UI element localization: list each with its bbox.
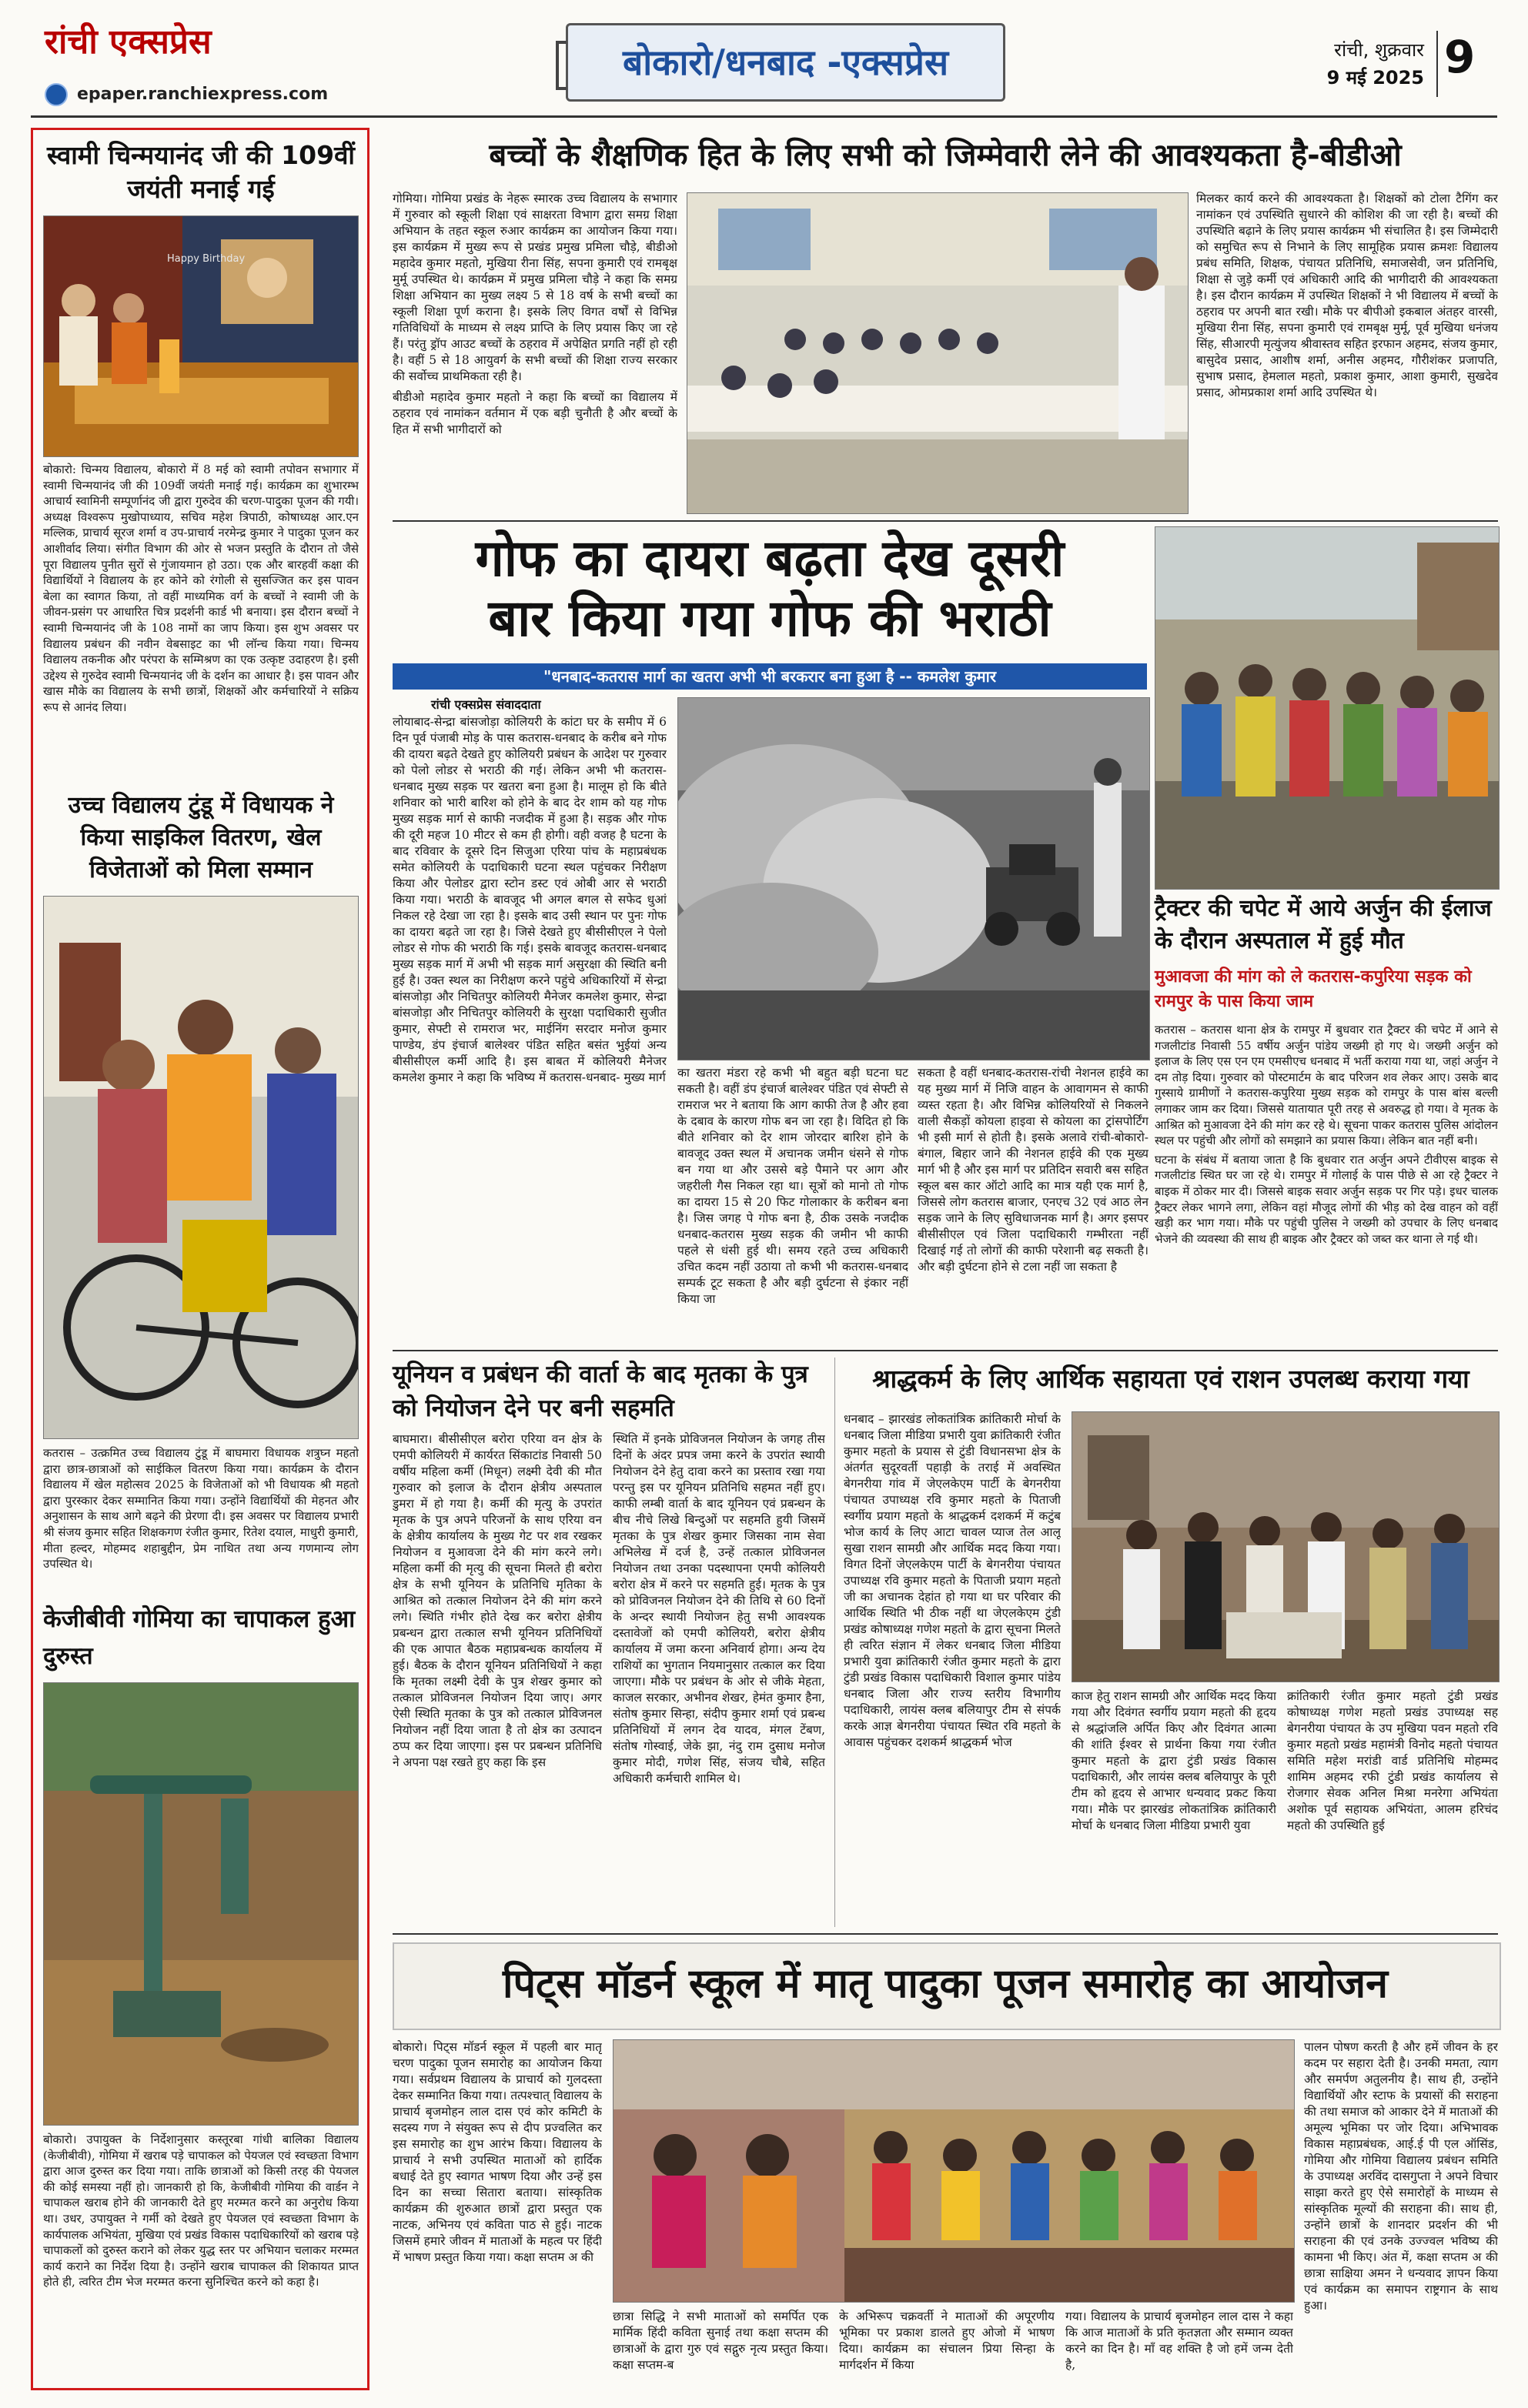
- story1-body: बोकारो: चिन्मय विद्यालय, बोकारो में 8 मई को स्वामी तपोवन सभागार में स्वामी चिन्मयानंद जी की 109वीं जयंती मनाई गई। कार्यक्रम का शुभारम्भ आचार्य स्वामिनी सम्पूर्णानंद जी द्वारा गुरुदेव की चरण-पादुका पूजन की गयी। अध्यक्ष विश्वरूप मुखोपाध्याय, सचिव महेश त्रिपाठी, कोषाध्यक्ष आर.एन मल्लिक, प्राचार्य सूरज शर्मा व उप-प्राचार्य नरमेन्द्र कुमार ने पादुका पूजन कर आशीर्वाद लिया। संगीत विभाग की ओर से भजन प्रस्तुति के दौरान तो जैसे पूरा विद्यालय पुनीत सुरों से गुंजायमान हो उठा। एक और बारहवीं कक्षा की विद्यार्थियों ने विद्यालय के हर कोने को रंगोली से सुसज्जित कर इस पावन बेला का स्वागत किया, तो वहीं माध्यमिक वर्ग के बच्चों ने स्वामी जी के जीवन-प्रसंग पर आधारित चित्र प्रदर्शनी कार्ड भी बनाया। इस दौरान बच्चों ने स्वामी चिन्मयानंद जी के 108 नामों का जाप किया। इस शुभ अवसर पर विद्यालय प्रबंधन की नवीन वेबसाइट का भी लॉन्च किया गया। चिन्मय विद्यालय तकनीक और परंपरा के सम्मिश्रण का एक उत्कृष्ट उदाहरण है। इसी उद्देश्य से गुरुदेव स्वामी चिन्मयानंद जी के दर्शन का आधार है। इस पावन और खास मौके का विद्यालय के सभी छात्रों, शिक्षकों और कर्मचारियों ने सक्रिय रूप से आनंद लिया।: [43, 463, 359, 714]
- page-number: 9: [1444, 31, 1476, 83]
- story5-headline-1: गोफ का दायरा बढ़ता देख दूसरी: [475, 529, 1065, 588]
- story5-body-col3: सकता है वहीं धनबाद-कतरास-रांची नेशनल हाईवे का यह मुख्य मार्ग में निजि वाहन के आवागमन से काफी व्यस्त रहता है। और विभिन्न कोलियरियों से निकलने वाली सैकड़ों कोयला हाइवा से कोयला का ट्रांसपोर्टिंग भी इसी मार्ग से होती है। इसके अलावे रांची-बोकारो-बंगाल, बिहार जाने की नेशनल हाईवे की एक मुख्य मार्ग भी है और इस मार्ग पर प्रतिदिन सवारी बस सहित स्कूल बस कार ऑटो आदि का मात्र यही एक मार्ग है, जिससे लोग कतरास बाजार, एनएच 32 एवं आठ लेन सड़क जाने के लिए सुविधाजनक मार्ग है। अगर इसपर बीसीसीएल एवं जिला पदाधिकारी गम्भीरता नहीं दिखाई गई तो लोगों की काफी परेशानी बढ़ सकती है। और बड़ी दुर्घटना होने से टला नहीं जा सकता है: [918, 1066, 1149, 1274]
- story1-headline: स्वामी चिन्मयानंद जी की 109वीं जयंती मनाई गई: [47, 140, 355, 204]
- story2-body: कतरास – उत्क्रमित उच्च विद्यालय टुंडू में बाघमारा विधायक शत्रुघ्न महतो द्वारा छात्र-छात्राओं को साईकिल वितरण किया गया। कार्यक्रम के दौरान विद्यालय में खेल महोत्सव 2025 के विजेताओं को भी विधायक श्री महतो द्वारा पुरस्कार देकर सम्मानित किया गया। उन्होंने विद्यार्थियों की मेहनत और अनुशासन के साथ आगे बढ़ने की प्रेरणा दी। इस अवसर पर विद्यालय प्रभारी श्री संजय कुमार सहित शिक्षकगण रंजीत कुमार, रितेश दयाल, माधुरी कुमारी, मीता हल्दर, मोहम्मद शहाबुद्दीन, प्रेम नाथित तथा अन्य गणमान्य लोग उपस्थित थे।: [43, 1446, 359, 1571]
- story3-headline: केजीबीवी गोमिया का चापाकल हुआ दुरुस्त: [43, 1605, 356, 1670]
- dateline-day: रांची, शुक्रवार: [1334, 39, 1424, 61]
- story6-headline: ट्रैक्टर की चपेट में आये अर्जुन की ईलाज के दौरान अस्पताल में हुई मौत: [1155, 895, 1492, 954]
- story9-headline: पिट्स मॉडर्न स्कूल में मातृ पादुका पूजन समारोह का आयोजन: [503, 1961, 1388, 2007]
- story6-body: [1155, 1022, 1498, 1342]
- story2-headline: उच्च विद्यालय टुंडू में विधायक ने किया साइकिल वितरण, खेल विजेताओं को मिला सम्मान: [68, 792, 334, 883]
- story6-subhead: मुआवजा की मांग को ले कतरास-कपुरिया सड़क को रामपुर के पास किया जाम: [1155, 967, 1472, 1011]
- story9-body-col1: बोकारो। पिट्स मॉडर्न स्कूल में पहली बार मातृ चरण पादुका पूजन समारोह का आयोजन किया गया। सर्वप्रथम विद्यालय के प्राचार्य को गुलदस्ता देकर सम्मानित किया गया। तत्पश्चात् विद्यालय के प्राचार्य बृजमोहन लाल दास एवं कोर कमिटी के सदस्य गण ने संयुक्त रूप से दीप प्रज्वलित कर इस समारोह का शुभ आरंभ किया। विद्यालय के प्राचार्य ने सभी उपस्थित माताओं को हार्दिक बधाई देते हुए स्वागत भाषण दिया और उन्हें इस दिन का सच्चा सितारा बताया। सांस्कृतिक कार्यक्रम की शुरुआत छात्रों द्वारा प्रस्तुत एक नाटक, अभिनय एवं कविता पाठ से हुई। नाटक जिसमें हमारे जीवन में माताओं के महत्व पर हिंदी में भाषण प्रस्तुत किया गया। कक्षा सप्तम अ की: [393, 2040, 602, 2264]
- brand-logo: रांची एक्सप्रेस: [45, 22, 212, 62]
- story9-photo: [613, 2039, 1295, 2303]
- epaper-site[interactable]: epaper.ranchiexpress.com: [77, 85, 329, 104]
- story5-photo: [677, 697, 1150, 1060]
- story5-headline-2: बार किया गया गोफ की भराठी: [488, 589, 1052, 648]
- story1-photo: [43, 215, 359, 457]
- story5-body-col2: का खतरा मंडरा रहे कभी भी बहुत बड़ी घटना घट सकती है। वहीं डंप इंचार्ज बालेश्वर पंडित एवं सेफ्टी से रामराज भर ने बताया कि आग काफी तेज है और हवा के दबाव के कारण गोफ बन जा रहा है। विदित हो कि बीते शनिवार को देर शाम जोरदार बारिश होने के बावजूद उक्त स्थल में अचानक जमीन धंसने से गोफ बन गया था और उससे बड़े पैमाने पर आग और जहरीली गैस निकल रहा था। सूत्रों को मानो तो गोफ का दायरा 15 से 20 फिट गोलाकार के करीबन बना है। जिस जगह पे गोफ बना है, ठीक उसके नजदीक धनबाद-कतरास मुख्य सड़क की जमीन भी काफी पहले से धंसी हुई थी। समय रहते उच्च अधिकारी उचित कदम नहीं उठाया तो कभी भी कतरास-धनबाद सम्पर्क टूट सकता है और बड़ी दुर्घटना से इंकार नहीं किया जा: [677, 1066, 908, 1306]
- story7-body-col2: स्थिति में इनके प्रोविजनल नियोजन के जगह तीस दिनों के अंदर प्रपत्र जमा करने के उपरांत स्थायी नियोजन देने हेतु दावा करने का प्रस्ताव रखा गया परन्तु इस पर यूनियन प्रतिनिधि सहमत नहीं हुए। काफी लम्बी वार्ता के बाद यूनियन एवं प्रबन्धन के बीच नीचे लिखे बिन्दुओं पर सहमति हुयी जिसमें मृतका के पुत्र शेखर कुमार जिसका नाम सेवा अभिलेख में दर्ज है, उन्हें तत्काल प्रोविजनल नियोजन तथा उनका पदस्थापना एमपी कोलियरी बरोरा क्षेत्र में करने पर सहमति हुई। मृतक के पुत्र को प्रोविजनल नियोजन देने की तिथि से 60 दिनों के अन्दर स्थायी नियोजन हेतु सभी आवश्यक दस्तावेजों को एमपी कोलियरी, बरोरा क्षेत्रीय कार्यालय में जमा करना अनिवार्य होगा। अन्य देय राशियों का भुगतान नियमानुसार तत्काल कर दिया जाएगा। मौके पर प्रबंधन के ओर से जीके मेहता, काजल सरकार, अभीनव शेखर, हेमंत कुमार हैना, संतोष कुमार सिन्हा, संदीप कुमार शर्मा एवं प्रबन्ध प्रतिनिधियों में लगन देव यादव, मंगल टेंबण, संतोष गोस्वाई, जेके झा, नंदु राम दुसाध मनोज कुमार मोदी, गणेश सिंह, संजय चौबे, सहित अधिकारी कर्मचारी शामिल थे।: [613, 1432, 825, 1785]
- story8-photo: [1072, 1411, 1500, 1682]
- story8-headline: श्राद्धकर्म के लिए आर्थिक सहायता एवं राशन उपलब्ध कराया गया: [872, 1364, 1469, 1394]
- story8-body-col1: धनबाद – झारखंड लोकतांत्रिक क्रांतिकारी मोर्चा के धनबाद जिला मीडिया प्रभारी युवा क्रांतिकारी रंजीत कुमार महतो के प्रयास से टुंडी विधानसभा क्षेत्र के अंतर्गत सुदूरवर्ती पहाड़ी के तराई में अवस्थित बेगनरीया गांव में जेएलकेएम पार्टी के बेगनरीया पंचायत उपाध्यक्ष रवि कुमार महतो के पिताजी स्वर्गीय प्रयाग महतो के श्राद्धकर्म दशकर्म में कटुंब भोज कार्य के लिए आटा चावल प्याज तेल आलू सुखा राशन सामग्री और आर्थिक मदद किया गया। विगत दिनों जेएलकेएम पार्टी के बेगनरीया पंचायत उपाध्यक्ष रवि कुमार महतो के पिताजी प्रयाग महतो जी का अचानक देहांत हो गया था घर परिवार की आर्थिक स्थिति भी ठीक नहीं था जेएलकेएम टुंडी प्रखंड कोषाध्यक्ष गणेश महतो के द्वारा सूचना मिलते ही त्वरित संज्ञान में लेकर धनबाद जिला मीडिया प्रभारी युवा क्रांतिकारी रंजीत कुमार महतो के द्वारा टुंडी प्रखंड विकास पदाधिकारी विशाल कुमार पांडेय धनबाद जिला और राज्य स्तरीय विभागीय पदाधिकारी, लायंस क्लब बलियापुर टीम से संपर्क करके आज्ञ बेगनरीया पंचायत स्थित रवि महतो के आवास पहुंचकर दशकर्म श्राद्धकर्म भोज: [844, 1412, 1061, 1749]
- story8-body-col3: क्रांतिकारी रंजीत कुमार महतो टुंडी प्रखंड कोषाध्यक्ष गणेश महतो प्रखंड उपाध्यक्ष सह बेगनरीया पंचायत के उप मुखिया पवन महतो रवि कुमार महतो प्रखंड महामंत्री विनोद महतो पंचायत समिति महेश मरांडी वार्ड प्रतिनिधि मोहम्मद शामिम अहमद रफी टुंडी प्रखंड कार्यालय से रोजगार सेवक अनिल मिश्रा मनरेगा अभियंता अशोक पूर्व सहायक अभियंता, आलम हरिचंद महतो की उपस्थिति हुई: [1287, 1689, 1498, 1832]
- story4-photo: [687, 192, 1189, 514]
- story4-body-right: मिलकर कार्य करने की आवश्यकता है। शिक्षकों को टोला टैगिंग कर नामांकन एवं उपस्थिति सुधारने की कोशिश की जा रही है। बच्चों की उपस्थिति बढ़ाने के लिए प्रयास कार्यक्रम भी संचालित है। इस जिम्मेदारी को समुचित रूप से निभाने के लिए सामूहिक प्रयास क्रमशः विद्यालय प्रबंध समिति, शिक्षक, पंचायत प्रतिनिधि, समाजसेवी, जन प्रतिनिधि, शिक्षा से जुड़े कर्मी एवं अधिकारी आदि की भागीदारी की आवश्यकता है। इस दौरान कार्यक्रम में उपस्थित शिक्षकों ने भी विद्यालय में बच्चों के ठहराव पर अपनी बात रखी। मौके पर बीपीओ इकबाल अंतहर वारसी, मुखिया रीना सिंह, सपना कुमारी एवं रामबृक्ष मुर्मू, पूर्व मुखिया धनंजय सिंह, सीआरपी मृत्युंजय श्रीवास्तव सहित इरफान अहमद, संजय कुमार, बासुदेव प्रसाद, आशीष शर्मा, अनीस अहमद, गौरीशंकर प्रजापति, सुभाष प्रसाद, हेमलाल महतो, प्रकाश कुमार, आशा कुमारी, सुखदेव प्रसाद, ओमप्रकाश शर्मा आदि उपस्थित थे।: [1196, 192, 1498, 399]
- story2-photo: [43, 896, 359, 1439]
- masthead: [0, 0, 1528, 123]
- story4-body-left: [393, 191, 677, 499]
- story5-kicker: "धनबाद-कतरास मार्ग का खतरा अभी भी बरकरार बना हुआ है -- कमलेश कुमार: [393, 663, 1147, 690]
- story5-byline: रांची एक्सप्रेस संवाददाता: [431, 697, 541, 712]
- story9-body-col3: के अभिरूप चक्रवर्ती ने माताओं की अपूरणीय भूमिका पर प्रकाश डालते हुए ओजो में भाषण दिया। कार्यक्रम का संचालन प्रिया सिन्हा के मार्गदर्शन में किया: [839, 2309, 1055, 2372]
- story6-photo: [1155, 526, 1500, 890]
- story6-para2: घटना के संबंध में बताया जाता है कि बुधवार रात अर्जुन अपने टीवीएस बाइक से गजलीटांड स्थित घर जा रहे थे। रामपुर में गोलाई के पास पीछे से आ रहे ट्रैक्टर ने बाइक में ठोकर मार दी। जिससे बाइक सवार अर्जुन सड़क पर गिर पड़े। इधर चालक ट्रैक्टर लेकर भागने लगा, लेकिन वहां मौजूद लोगों की भीड़ को देख वाहन को वहीं खड़ी कर भाग गया। मौके पर पहुंची पुलिस ने जख्मी को उपचार के लिए धनबाद भेजने की व्यवस्था की साथ ही बाइक और ट्रैक्टर को जब्त कर थाना ले गई थी।: [1155, 1152, 1498, 1246]
- globe-icon: [45, 83, 68, 106]
- section-title: बोकारो/धनबाद -एक्सप्रेस: [622, 42, 949, 83]
- story9-body-col4: गया। विद्यालय के प्राचार्य बृजमोहन लाल दास ने कहा कि आज माताओं के प्रति कृतज्ञता और सम्मान व्यक्त करने का दिन है। माँ वह शक्ति है जो हमें जन्म देती है,: [1065, 2309, 1293, 2372]
- story9-body-col2: छात्रा सिद्धि ने सभी माताओं को समर्पित एक मार्मिक हिंदी कविता सुनाई तथा कक्षा सप्तम की छात्राओं के द्वारा गुरु एवं सद्गुरु नृत्य प्रस्तुत किया। कक्षा सप्तम-ब: [613, 2309, 828, 2372]
- story3-body: बोकारो। उपायुक्त के निर्देशानुसार कस्तूरबा गांधी बालिका विद्यालय (केजीबीवी), गोमिया में खराब पड़े चापाकल को पेयजल एवं स्वच्छता विभाग द्वारा आज दुरुस्त कर दिया गया। ताकि छात्राओं को किसी तरह की पेयजल की कोई समस्या नहीं हो। जानकारी हो कि, केजीबीवी गोमिया की वार्डन ने चापाकल खराब होने की जानकारी देते हुए मरम्मत करने का अनुरोध किया था। उधर, उपायुक्त ने गर्मी को देखते हुए पेयजल एवं स्वच्छता विभाग के कार्यपालक अभियंता, मुखिया एवं प्रखंड विकास पदाधिकारियों को खराब पड़े चापाकलों को दुरुस्त कराने को लेकर युद्ध स्तर पर अभियान चलाकर मरम्मत कार्य कराने का निर्देश दिया है। उन्होंने खराब चापाकल की शिकायत प्राप्त होते ही, त्वरित टीम भेज मरम्मत करना सुनिश्चित करने को कहा है।: [43, 2132, 359, 2289]
- story5-body-col1: लोयाबाद-सेन्द्रा बांसजोड़ा कोलियरी के कांटा घर के समीप में 6 दिन पूर्व पंजाबी मोड़ के पास कतरास-धनबाद के करीब बने गोफ की दायरा बढ़ते देखते हुए कोलियरी प्रबंधन के आदेश पर गुरुवार को पेलो लोडर से भराठी की गई। लेकिन अभी भी कतरास-धनबाद मुख्य सड़क पर खतरा बना हुआ है। मालूम हो कि बीते शनिवार को भारी बारिश को होने के बाद देर शाम को यह गोफ मुख्य सड़क मार्ग से काफी नजदीक में हुआ है। सड़क और गोफ की दूरी महज 10 मीटर से कम ही होगी। वही वजह है घटना के बाद रविवार के दूसरे दिन सिजुआ एरिया पांच के महाप्रबंधक समेत कोलियरी के पदाधिकारी घटना स्थल पहुंचकर निरीक्षण किया और पेलोडर द्वारा स्टोन डस्ट एवं ओबी आर से भराठी किया गया। भराठी के बावजूद भी अगल बगल से सफेद धुआं निकल रहे देखा जा रहा है। इसके बाद उसी स्थान पर पुनः गोफ का दायरा बढ़ते जा रहा है। जिसे देखते हुए बीसीसीएल ने पेलो लोडर से गोफ की भराठी कि गई। इसके बावजूद कतरास-धनबाद मुख्य सड़क मार्ग में अभी भी सड़क मार्ग असुरक्षा की स्थिति बनी हुई है। उक्त स्थल का निरीक्षण करने पहुंचे अधिकारियों में सेन्द्रा बांसजोड़ा और निचितपुर कोलियरी मैनेजर कमलेश कुमार, सेन्द्रा बांसजोड़ा और निचितपुर कोलियरी के सुरक्षा पदाधिकारी सुजीत कुमार, सेफ्टी से रामराज भर, माईनिंग सरदार मनोज कुमार पाण्डेय, डंप इंचार्ज बालेश्वर पंडित सहित बसंत भुईयां अन्य बीसीसीएल कर्मी आदि है। इस बाबत में कोलियरी मैनेजर कमलेश कुमार ने कहा कि भविष्य में कतरास-धनबाद- मुख्य मार्ग: [393, 715, 667, 1084]
- story7-headline: यूनियन व प्रबंधन की वार्ता के बाद मृतका के पुत्र को नियोजन देने पर बनी सहमति: [393, 1361, 808, 1422]
- story9-body-col5: पालन पोषण करती है और हमें जीवन के हर कदम पर सहारा देती है। उनकी ममता, त्याग और समर्पण अतुलनीय है। साथ ही, उन्होंने विद्यार्थियों और स्टाफ के प्रयासों की सराहना की तथा समाज को आकार देने में माताओं की अमूल्य भूमिका पर जोर दिया। अभिभावक विकास महाप्रबंधक, आई.ई पी एल ऑसिंड, गोमिया और गोमिया विद्यालय प्रबंधन समिति के उपाध्यक्ष अरविंद दासगुप्ता ने अपने विचार साझा करते हुए ऐसे समारोहों के माध्यम से सांस्कृतिक मूल्यों की सराहना की। साथ ही, उन्होंने छात्रों के शानदार प्रदर्शन की भी सराहना की एवं उनके उज्ज्वल भविष्य की कामना भी किए। अंत में, कक्षा सप्तम अ की छात्रा साक्षिया अमन ने धन्यवाद ज्ञापन किया एवं कार्यक्रम का समापन राष्ट्रगान के साथ हुआ।: [1304, 2040, 1498, 2313]
- story8-body-col2: काज हेतु राशन सामग्री और आर्थिक मदद किया गया और दिवंगत स्वर्गीय प्रयाग महतो की हृदय से श्रद्धांजलि अर्पित किए और दिवंगत आत्मा की शांति ईश्वर से प्रार्थना किया गया रंजीत कुमार महतो के द्वारा टुंडी प्रखंड विकास पदाधिकारी, और लायंस क्लब बलियापुर के पूरी टीम को हृदय से आभार धन्यवाद प्रकट किया गया। मौके पर झारखंड लोकतांत्रिक क्रांतिकारी मोर्चा के धनबाद जिला मीडिया प्रभारी युवा: [1072, 1689, 1276, 1832]
- story7-body-col1: बाघमारा। बीसीसीएल बरोरा एरिया वन क्षेत्र के एमपी कोलियरी में कार्यरत सिंकाटांड निवासी 50 वर्षीय महिला कर्मी (मिधून) लक्ष्मी देवी की मौत गुरुवार को इलाज के दौरान क्षेत्रीय अस्पताल डुमरा में हो गया है। कर्मी की मृत्यु के उपरांत मृतक के पुत्र अपने परिजनों के साथ एरिया वन के क्षेत्रीय कार्यालय के मुख्य गेट पर शव रखकर नियोजन व मुआवजा देने की मांग करने लगे। महिला कर्मी की मृत्यु की सूचना मिलते ही बरोरा क्षेत्र के सभी यूनियन के प्रतिनिधि मृतिका के आश्रित को तत्काल नियोजन देने की मांग करने लगे। स्थिति गंभीर होते देख कर बरोरा क्षेत्रीय प्रबन्धन द्वारा तत्काल सभी यूनियन प्रतिनिधियों की एक आपात बैठक महाप्रबन्धक कार्यालय में हुई। बैठक के दौरान यूनियन प्रतिनिधियों ने कहा कि मृतका लक्ष्मी देवी के पुत्र शेखर कुमार को तत्काल प्रोविजनल नियोजन दिया जाए। अगर ऐसी स्थिति मृतका के पुत्र को तत्काल प्रोविजनल नियोजन नहीं दिया जाता है तो क्षेत्र का उत्पादन ठप्प कर दिया जाएगा। इस पर प्रबन्धन प्रतिनिधि ने अपना पक्ष रखते हुए कहा कि इस: [393, 1432, 602, 1769]
- section-banner: [566, 23, 1005, 102]
- dateline-date: 9 मई 2025: [1326, 67, 1424, 89]
- photo-banner-text: Happy Birthday: [167, 253, 246, 265]
- story6-para1: कतरास – कतरास थाना क्षेत्र के रामपुर में बुधवार रात ट्रैक्टर की चपेट में आने से गजलीटांड निवासी 55 वर्षीय अर्जुन पांडेय जख्मी हो गए थे। जख्मी अर्जुन को इलाज के लिए एस एन एम एमसीएच धनबाद में भर्ती कराया गया था, जहां अर्जुन ने दम तोड़ दिया। गुरुवार को पोस्टमार्टम के बाद परिजन शव लेकर आए। उसके बाद गुस्साये ग्रामीणों ने कतरास-कपुरिया मुख्य सड़क को रामपुर के पास बांस बल्ली लगाकर जाम कर दिया। जिससे यातायात पूरी तरह से अवरुद्ध हो गया। वे मृतक के आश्रित को मुआवजा देने की मांग कर रहे थे। सूचना पाकर कतरास पुलिस आंदोलन स्थल पर पहुंची और लोगों को समझाने का प्रयास किया। लेकिन बात नहीं बनी।: [1155, 1023, 1498, 1148]
- story4-para2: बीडीओ महादेव कुमार महतो ने कहा कि बच्चों का विद्यालय में ठहराव एवं नामांकन वर्तमान में एक बड़ी चुनौती है और बच्चों के हित में सभी भागीदारों को: [393, 390, 677, 436]
- story4-para1: गोमिया। गोमिया प्रखंड के नेहरू स्मारक उच्च विद्यालय के सभागार में गुरुवार को स्कूली शिक्षा एवं साक्षरता विभाग द्वारा समग्र शिक्षा अभियान के तहत स्कूल रुआर कार्यक्रम का आयोजन किया गया। इस कार्यक्रम में मुख्य रूप से प्रखंड प्रमुख प्रमिला चौड़े, बीडीओ महादेव कुमार महतो, मुखिया रीना सिंह, सपना कुमारी एवं रामबृक्ष मुर्मू उपस्थित थे। कार्यक्रम में प्रमुख प्रमिला चौड़े ने कहा कि समग्र शिक्षा अभियान का मुख्य लक्ष्य 5 से 18 वर्ष के सभी बच्चों का स्कूली शिक्षा पूर्ण कराना है। इसके लिए विगत वर्षों से विभिन्न गतिविधियों के माध्यम से लक्ष्य प्राप्ति के लिए प्रयास किए जा रहे हैं। परंतु ड्रॉप आउट बच्चों के ठहराव में अपेक्षित प्रगति नहीं हो रही है। वहीं 5 से 18 आयुवर्ग के सभी बच्चों की शिक्षा राज्य सरकार की सर्वोच्च प्राथमिकता रही है।: [393, 192, 677, 383]
- story4-headline: बच्चों के शैक्षणिक हित के लिए सभी को जिम्मेवारी लेने की आवश्यकता है-बीडीओ: [489, 138, 1402, 173]
- story3-photo: [43, 1682, 359, 2126]
